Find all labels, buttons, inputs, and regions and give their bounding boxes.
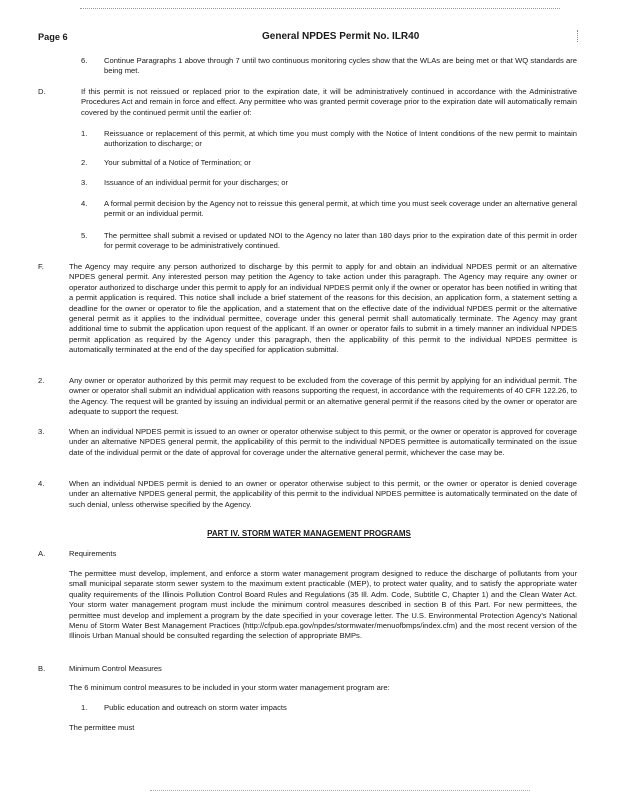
- section-a-heading: Requirements: [69, 549, 117, 558]
- part-iv-heading: PART IV. STORM WATER MANAGEMENT PROGRAMS: [207, 529, 411, 538]
- item-label: 6.: [81, 56, 88, 65]
- section-2-label: 2.: [38, 376, 45, 385]
- section-3-label: 3.: [38, 427, 45, 436]
- section-b-item-1: Public education and outreach on storm water impacts: [104, 703, 287, 712]
- page-number: Page 6: [38, 32, 68, 42]
- item-label: 3.: [81, 178, 88, 187]
- section-d-item-1: Reissuance or replacement of this permit, at which time you must comply with the Notice of Intent conditions of the new permit to maintain authorization to discharge; or: [104, 129, 577, 149]
- item-label: 2.: [81, 158, 88, 167]
- section-d-item-3: Issuance of an individual permit for your discharges; or: [104, 178, 289, 187]
- item-label: 1.: [81, 703, 88, 712]
- section-4-label: 4.: [38, 479, 45, 488]
- section-f-text: The Agency may require any person authorized to discharge by this permit to apply for and obtain an individual NPDES permit or an alternative NPDES general permit. Any interested person may petition the Agency to take action under this paragraph. The Agency may require any owner or operator authorized to discharge under this permit to apply for an individual NPDES permit only if the owner or operator has been notified in writing that a permit application is required. This notice shall include a brief statement of the reasons for this decision, an application form, a statement setting a deadline for the owner or operator to file the application, and a statement that on the effective date of the individual NPDES permit or the alternative general permit as it applies to the individual permittee, coverage under this general permit shall automatically terminate. The Agency may grant additional time to submit the application upon request of the applicant. If an owner or operator fails to submit in a timely manner an individual NPDES permit application as required by the Agency under this paragraph, then the applicability of this permit to the individual NPDES permittee is automatically terminated at the end of the day specified for application submittal.: [69, 262, 577, 355]
- section-b-tail: The permittee must: [69, 723, 135, 732]
- section-f-label: F.: [38, 262, 44, 271]
- section-d-item-5: The permittee shall submit a revised or updated NOI to the Agency no later than 180 days prior to the expiration date of this permit in order for permit coverage to be administratively continued.: [104, 231, 577, 251]
- section-d-text: If this permit is not reissued or replaced prior to the expiration date, it will be administratively continued in accordance with the Administrative Procedures Act and remain in force and effect. Any permittee who was granted permit coverage prior to the expiration date will automatically remain covered by the continued permit until the earlier of:: [81, 87, 577, 117]
- section-b-text: The 6 minimum control measures to be included in your storm water management program are:: [69, 683, 390, 692]
- section-3-text: When an individual NPDES permit is issued to an owner or operator otherwise subject to this permit, or the owner or operator is approved for coverage under an alternative NPDES general permit, the applicability of this permit to the individual NPDES permittee is automatically terminated on the issue date of the individual permit or the date of approval for coverage under the alternative general permit, whichever the case may be.: [69, 427, 577, 457]
- item-label: 1.: [81, 129, 88, 138]
- item-6-text: Continue Paragraphs 1 above through 7 until two continuous monitoring cycles show that the WLAs are being met or that WQ standards are being met.: [104, 56, 577, 76]
- item-label: 4.: [81, 199, 88, 208]
- scan-artifact-bottom: [150, 790, 530, 791]
- permit-title: General NPDES Permit No. ILR40: [262, 31, 420, 42]
- section-d-item-4: A formal permit decision by the Agency not to reissue this general permit, at which time you must seek coverage under an alternative general permit or an individual permit.: [104, 199, 577, 219]
- section-4-text: When an individual NPDES permit is denied to an owner or operator otherwise subject to this permit, or the owner or operator is denied coverage under an alternative NPDES general permit, the applicability of this permit to the individual NPDES permittee is automatically terminated on the date of such denial, unless otherwise specified by the Agency.: [69, 479, 577, 509]
- section-b-heading: Minimum Control Measures: [69, 664, 162, 673]
- section-2-text: Any owner or operator authorized by this permit may request to be excluded from the coverage of this permit by applying for an individual permit. The owner or operator shall submit an individual application with reasons supporting the request, in accordance with the requirements of 40 CFR 122.26, to the Agency. The request will be granted by issuing an individual permit or an alternative general permit if the reasons cited by the owner or operator are adequate to support the request.: [69, 376, 577, 417]
- item-label: 5.: [81, 231, 88, 240]
- section-b-label: B.: [38, 664, 46, 673]
- section-a-label: A.: [38, 549, 46, 558]
- section-d-label: D.: [38, 87, 46, 96]
- section-d-item-2: Your submittal of a Notice of Termination; or: [104, 158, 251, 167]
- section-a-text: The permittee must develop, implement, and enforce a storm water management program designed to reduce the discharge of pollutants from your small municipal separate storm sewer system to the maximum extent practicable (MEP), to protect water quality, and to satisfy the appropriate water quality requirements of the Illinois Pollution Control Board Rules and Regulations (35 Ill. Adm. Code, Subtitle C, Chapter 1) and the Clean Water Act. Your storm water management program must include the minimum control measures described in section B of this Part. For new permittees, the permittee must develop and implement a program by the date specified in your coverage letter. The U.S. Environmental Protection Agency's National Menu of Storm Water Best Management Practices (http://cfpub.epa.gov/npdes/stormwater/menuofbmps/index.cfm) and the most recent version of the Illinois Urban Manual should be consulted regarding the selection of appropriate BMPs.: [69, 569, 577, 641]
